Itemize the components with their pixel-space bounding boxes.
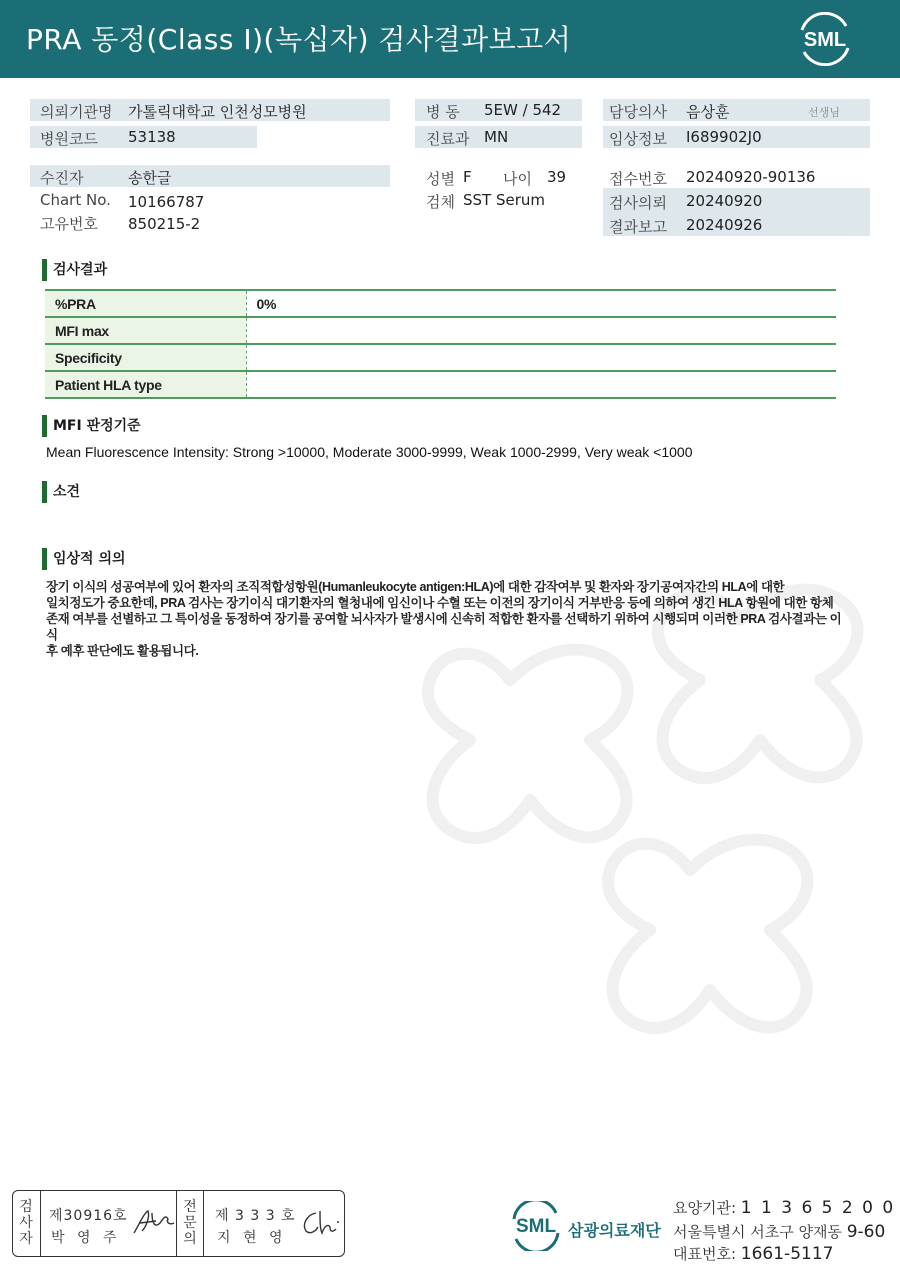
institution-value: 가톨릭대학교 인천성모병원 [128, 103, 307, 121]
address-number: 9-60 [846, 1222, 886, 1242]
sml-logo-icon [794, 12, 856, 66]
clinical-info-label: 임상정보 [609, 130, 667, 148]
results-section-title: 검사결과 [42, 259, 107, 281]
mfi-criteria-text: Mean Fluorescence Intensity: Strong >10000, Moderate 3000-9999, Weak 1000-2999, Very weak <1000 [46, 444, 693, 460]
opinion-section-title: 소견 [42, 481, 80, 503]
footer-care-line [673, 1197, 895, 1218]
results-table [45, 289, 836, 399]
phone-label: 대표번호: [673, 1245, 737, 1263]
tester-signature-icon [130, 1205, 176, 1239]
request-label: 검사의뢰 [609, 194, 667, 212]
mfi-section-title: MFI 판정기준 [42, 415, 141, 437]
unique-no-value: 850215-2 [128, 215, 201, 233]
clinical-line: 후 예후 판단에도 활용됩니다. [46, 644, 199, 658]
address: 서울특별시 서초구 양재동 [673, 1223, 842, 1241]
report-date-label: 결과보고 [609, 218, 667, 236]
specimen-label: 검체 [426, 193, 455, 211]
age-label: 나이 [503, 170, 532, 188]
divider [203, 1191, 204, 1256]
ward-label: 병 동 [426, 103, 460, 121]
clinical-line: 존재 여부를 선별하고 그 특이성을 동정하여 장기를 공여할 뇌사자가 발생시에 신속히 적합한 환자를 선택하기 위하여 시행되며 이러한 PRA 검사결과는 이식 [46, 612, 842, 642]
unique-no-label: 고유번호 [40, 215, 98, 233]
doctor-value: 음상훈 [686, 103, 730, 121]
result-value [246, 344, 836, 371]
care-number: 1 1 3 6 5 2 0 0 [740, 1198, 896, 1218]
doctor-suffix: 선생님 [808, 106, 840, 119]
care-label: 요양기관: [673, 1199, 737, 1217]
table-row [45, 290, 836, 317]
clinical-line: 장기 이식의 성공여부에 있어 환자의 조직적합성항원(Humanleukocyte antigen:HLA)에 대한 감작여부 및 환자와 장기공여자간의 HLA에 대한 [46, 580, 785, 594]
specialist-signature-icon [298, 1207, 342, 1239]
sex-label: 성별 [426, 170, 455, 188]
dept-label: 진료과 [426, 130, 470, 148]
clinical-significance-text [46, 579, 846, 659]
table-row [45, 317, 836, 344]
result-value [246, 317, 836, 344]
chart-label: Chart No. [40, 191, 111, 209]
signature-box [12, 1190, 345, 1257]
result-key: Patient HLA type [45, 371, 246, 398]
result-key: MFI max [45, 317, 246, 344]
age-value: 39 [547, 168, 567, 186]
svg-text:SML: SML [803, 29, 847, 51]
hospital-code-label: 병원코드 [40, 130, 98, 148]
report-title: PRA 동정(Class I)(녹십자) 검사결과보고서 [26, 23, 572, 56]
specimen-value: SST Serum [463, 191, 546, 209]
table-row [45, 371, 836, 398]
hospital-code-value: 53138 [128, 128, 176, 146]
report-header [0, 0, 900, 78]
report-date-value: 20240926 [686, 216, 763, 234]
result-key: Specificity [45, 344, 246, 371]
info-bar [30, 165, 390, 187]
result-value: 0% [246, 290, 836, 317]
patient-label: 수진자 [40, 169, 84, 187]
patient-value: 송한글 [128, 169, 172, 187]
clinical-info-value: I689902J0 [686, 128, 762, 146]
footer-org-name: 삼광의료재단 [568, 1221, 661, 1240]
chart-value: 10166787 [128, 193, 205, 211]
svg-text:SML: SML [515, 1216, 557, 1237]
receipt-label: 접수번호 [609, 170, 667, 188]
specialist-name: 지 현 영 [217, 1230, 287, 1246]
clinical-section-title: 임상적 의의 [42, 548, 126, 570]
request-value: 20240920 [686, 192, 763, 210]
divider [176, 1191, 177, 1256]
specialist-label: 전 문 의 [183, 1199, 197, 1247]
doctor-label: 담당의사 [609, 103, 667, 121]
sml-footer-logo-icon [508, 1201, 564, 1251]
phone-number: 1661-5117 [740, 1244, 834, 1264]
footer-address-line [673, 1221, 885, 1242]
table-row [45, 344, 836, 371]
tester-name: 박 영 주 [51, 1230, 121, 1246]
tester-number: 제30916호 [49, 1208, 128, 1224]
receipt-value: 20240920-90136 [686, 168, 816, 186]
divider [40, 1191, 41, 1256]
ward-value: 5EW / 542 [484, 101, 562, 119]
dept-value: MN [484, 128, 509, 146]
specialist-number: 제 3 3 3 호 [215, 1208, 296, 1224]
clinical-line: 일치정도가 중요한데, PRA 검사는 장기이식 대기환자의 혈청내에 임신이나 수혈 또는 이전의 장기이식 거부반응 등에 의하여 생긴 HLA 항원에 대한 항체 [46, 596, 834, 610]
footer-phone-line [673, 1243, 833, 1264]
tester-label: 검 사 자 [19, 1199, 33, 1247]
sex-value: F [463, 168, 472, 186]
institution-label: 의뢰기관명 [40, 103, 113, 121]
result-value [246, 371, 836, 398]
result-key: %PRA [45, 290, 246, 317]
